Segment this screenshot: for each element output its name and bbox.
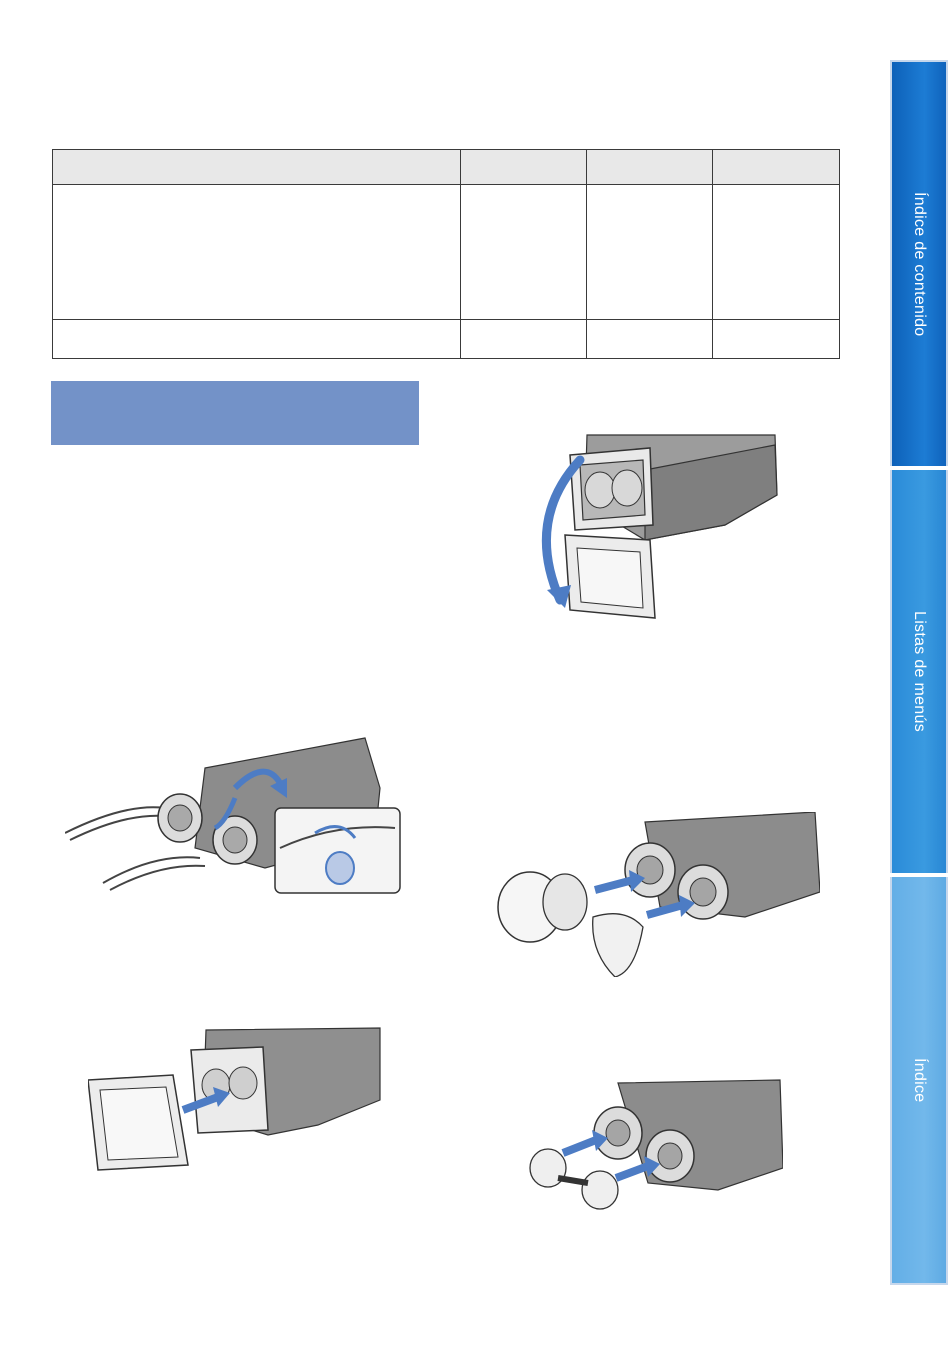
tab-label: Índice [911, 1057, 928, 1103]
lens-hood-attach-illustration [88, 1025, 383, 1175]
tab-label: Listas de menús [911, 610, 928, 732]
table-header-cell [587, 150, 713, 185]
side-navigation [890, 60, 950, 1285]
section-heading-bar [51, 381, 419, 445]
tab-label: Índice de contenido [911, 191, 928, 337]
table-header-cell [713, 150, 840, 185]
table-cell [461, 185, 587, 320]
table-cell [587, 320, 713, 359]
table-cell [713, 320, 840, 359]
table-cell [713, 185, 840, 320]
eyecup-attach-illustration [495, 812, 820, 977]
tab-menu-lists[interactable] [890, 470, 948, 873]
strap-attach-illustration [65, 728, 405, 898]
table-cell [461, 320, 587, 359]
tab-table-of-contents[interactable] [890, 60, 948, 466]
spec-table [52, 149, 840, 359]
lens-cover-flip-illustration [525, 430, 780, 625]
table-header-cell [461, 150, 587, 185]
tab-index[interactable] [890, 877, 948, 1285]
table-cell [587, 185, 713, 320]
table-header-cell [53, 150, 461, 185]
table-header-row [53, 150, 840, 185]
eyepiece-cap-attach-illustration [528, 1078, 783, 1213]
table-row [53, 185, 840, 320]
table-row [53, 320, 840, 359]
table-cell [53, 185, 461, 320]
table-cell [53, 320, 461, 359]
